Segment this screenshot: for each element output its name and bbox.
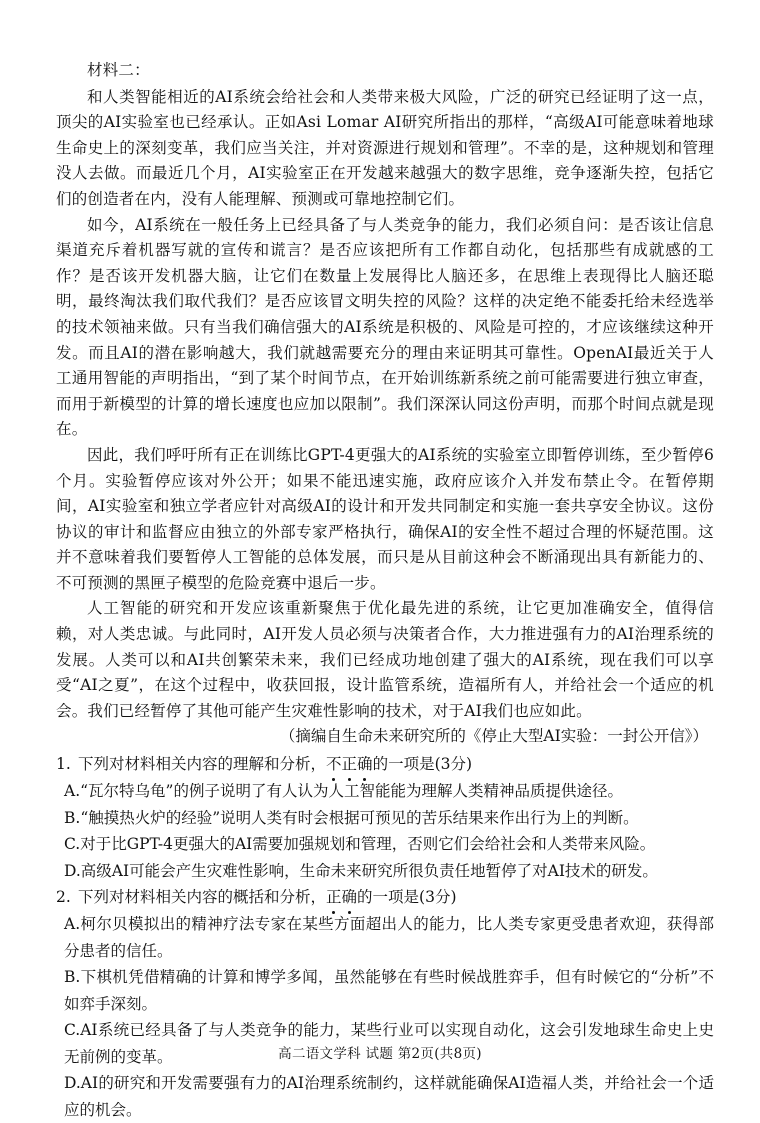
question-2-option-b: B.下棋机凭借精确的计算和博学多闻，虽然能够在有些时候战胜弈手，但有时候它的“分析”不如弈手深刻。 [64, 968, 714, 1013]
material-paragraph-1: 和人类智能相近的AI系统会给社会和人类带来极大风险，广泛的研究已经证明了这一点，顶尖的AI实验室也已经承认。正如Asi Lomar AI研究所指出的那样，“高级AI可能意味着地球生命史上的深刻变革，我们应当关注，并对资源进行规划和管理”。不幸的是，这种规划和管理没人去做。而最近几个月，AI实验室正在开发越来越强大的数字思维，竞争逐渐失控，包括它们的创造者在内，没有人能理解、预测或可靠地控制它们。 [56, 87, 714, 208]
question-2-stem-before: 下列对材料相关内容的概括和分析， [78, 888, 327, 907]
question-1-emphasis [326, 755, 373, 773]
question-2-option-d: D.AI的研究和开发需要强有力的AI治理系统制约，这样就能确保AI造福人类，并给社会一个适应的机会。 [64, 1074, 714, 1119]
question-2-number: 2. [56, 888, 71, 907]
question-2 [56, 884, 714, 1123]
emphasis-char: 确 [357, 751, 373, 778]
question-2-emphasis [326, 888, 357, 906]
material-paragraph-3: 因此，我们呼吁所有正在训练比GPT-4更强大的AI系统的实验室立即暂停训练，至少暂停6个月。实验暂停应该对外公开；如果不能迅速实施，政府应该介入并发布禁止令。在暂停期间，AI实验室和独立学者应针对高级AI的设计和开发共同制定和实施一套共享安全协议。这份协议的审计和监督应由独立的外部专家严格执行，确保AI的安全性不超过合理的怀疑范围。这并不意味着我们要暂停人工智能的总体发展，而只是从目前这种会不断涌现出具有新能力的、不可预测的黑匣子模型的危险竞赛中退后一步。 [56, 445, 714, 592]
material-source: （摘编自生命未来研究所的《停止大型AI实验：一封公开信》） [279, 727, 708, 746]
question-2-option-a: A.柯尔贝模拟出的精神疗法专家在某些方面超出人的能力，比人类专家更受患者欢迎，获得部分患者的信任。 [64, 915, 714, 960]
question-1-option-d: D.高级AI可能会产生灾难性影响，生命未来研究所很负责任地暂停了对AI技术的研发。 [64, 861, 658, 880]
question-1-option-b: B.“触摸热火炉的经验”说明人类有时会根据可预见的苦乐结果来作出行为上的判断。 [64, 808, 639, 827]
exam-page [56, 58, 714, 1123]
question-1-number: 1. [56, 755, 71, 774]
question-1-stem [56, 751, 714, 778]
question-2-stem-after: 的一项是(3分) [357, 888, 457, 907]
question-2-stem [56, 884, 714, 911]
emphasis-char: 正 [326, 884, 342, 911]
emphasis-char: 正 [342, 751, 358, 778]
emphasis-char: 确 [342, 884, 358, 911]
material-heading: 材料二： [87, 61, 150, 79]
material-paragraph-2: 如今，AI系统在一般任务上已经具备了与人类竞争的能力，我们必须自问：是否该让信息渠道充斥着机器写就的宣传和谎言？是否应该把所有工作都自动化，包括那些有成就感的工作？是否该开发机器大脑，让它们在数量上发展得比人脑还多，在思维上表现得比人脑还聪明，最终淘汰我们取代我们？是否应该冒文明失控的风险？这样的决定绝不能委托给未经选举的技术领袖来做。只有当我们确信强大的AI系统是积极的、风险是可控的，才应该继续这种开发。而且AI的潜在影响越大，我们就越需要充分的理由来证明其可靠性。OpenAI最近关于人工通用智能的声明指出，“到了某个时间节点，在开始训练新系统之前可能需要进行独立审查，而用于新模型的计算的增长速度也应加以限制”。我们深深认同这份声明，而那个时间点就是现在。 [56, 215, 714, 439]
material-paragraph-4: 人工智能的研究和开发应该重新聚焦于优化最先进的系统，让它更加准确安全，值得信赖，对人类忠诚。与此同时，AI开发人员必须与决策者合作，大力推进强有力的AI治理系统的发展。人类可以和AI共创繁荣未来，我们已经成功地创建了强大的AI系统，现在我们可以享受“AI之夏”，在这个过程中，收获回报，设计监管系统，造福所有人，并给社会一个适应的机会。我们已经暂停了其他可能产生灾难性影响的技术，对于AI我们也应如此。 [56, 599, 714, 720]
question-1-option-c: C.对于比GPT-4更强大的AI需要加强规划和管理，否则它们会给社会和人类带来风险。 [64, 835, 656, 854]
question-2-option-c: C.AI系统已经具备了与人类竞争的能力，某些行业可以实现自动化，这会引发地球生命史上史无前例的变革。 [64, 1021, 714, 1066]
question-1-stem-after: 的一项是(3分) [372, 755, 473, 774]
page-footer: 高二语文学科 试题 第2页(共8页) [278, 1046, 482, 1062]
question-1 [56, 751, 714, 884]
question-1-option-a: A.“瓦尔特乌龟”的例子说明了有人认为人工智能能为理解人类精神品质提供途径。 [64, 782, 623, 801]
emphasis-char: 不 [326, 751, 342, 778]
question-1-stem-before: 下列对材料相关内容的理解和分析， [78, 755, 327, 774]
